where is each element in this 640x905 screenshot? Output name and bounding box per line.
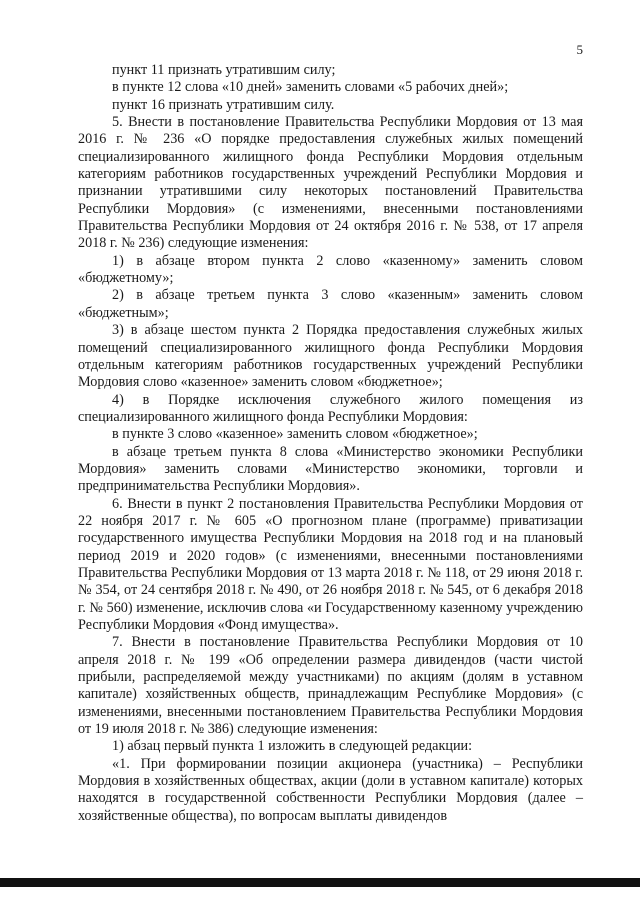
paragraph: 4) в Порядке исключения служебного жилого помещения из специализированного жилищного фонда Республики Мордовия: (78, 391, 583, 425)
paragraph: 6. Внести в пункт 2 постановления Правительства Республики Мордовия от 22 ноября 2017 г. № 605 «О прогнозном плане (программе) приватизации государственного имущества Республики Мордовия на 2018 год и на плановый период 2019 и 2020 годов» (с изменениями, внесенными постановлениями Правительства Республики Мордовия от 13 марта 2018 г. № 118, от 29 июня 2018 г. № 354, от 24 сентября 2018 г. № 490, от 26 ноября 2018 г. № 545, от 6 декабря 2018 г. № 560) изменение, исключив слова «и Государственному казенному учреждению Республики Мордовия «Фонд имущества». (78, 495, 583, 633)
paragraph: в абзаце третьем пункта 8 слова «Министерство экономики Республики Мордовия» заменить словами «Министерство экономики, торговли и предпринимательства Республики Мордовия». (78, 443, 583, 495)
paragraph: 3) в абзаце шестом пункта 2 Порядка предоставления служебных жилых помещений специализированного жилищного фонда Республики Мордовия отдельным категориям работников государственных учреждений Республики Мордовия слово «казенное» заменить словом «бюджетное»; (78, 322, 583, 391)
scan-edge-bar (0, 878, 640, 887)
page-number: 5 (576, 42, 583, 57)
paragraph: 2) в абзаце третьем пункта 3 слово «казенным» заменить словом «бюджетным»; (78, 287, 583, 321)
paragraph: в пункте 12 слова «10 дней» заменить словами «5 рабочих дней»; (112, 79, 509, 96)
paragraph: 1) абзац первый пункта 1 изложить в следующей редакции: (112, 738, 473, 755)
paragraph: пункт 11 признать утратившим силу; (112, 62, 336, 78)
paragraph: в пункте 3 слово «казенное» заменить словом «бюджетное»; (112, 426, 478, 443)
document-body (78, 62, 583, 825)
paragraph: 1) в абзаце втором пункта 2 слово «казенному» заменить словом «бюджетному»; (78, 252, 583, 287)
paragraph: 7. Внести в постановление Правительства Республики Мордовия от 10 апреля 2018 г. № 199 «Об определении размера дивидендов (части чистой прибыли, распределяемой между участниками) по акциям (долям в уставном капитале) хозяйственных обществ, принадлежащим Республике Мордовия» (с изменениями, внесенными постановлением Правительства Республики Мордовия от 19 июля 2018 г. № 386) следующие изменения: (78, 634, 583, 738)
paragraph: пункт 16 признать утратившим силу. (112, 96, 335, 113)
paragraph: 5. Внести в постановление Правительства Республики Мордовия от 13 мая 2016 г. № 236 «О порядке предоставления служебных жилых помещений специализированного жилищного фонда Республики Мордовия отдельным категориям работников государственных учреждений Республики Мордовия и признании утратившими силу некоторых постановлений Правительства Республики Мордовия» (с изменениями, внесенными постановлениями Правительства Республики Мордовия от 24 октября 2016 г. № 538, от 17 апреля 2018 г. № 236) следующие изменения: (78, 114, 583, 252)
paragraph: «1. При формировании позиции акционера (участника) – Республики Мордовия в хозяйственных обществах, акции (доли в уставном капитале) которых находятся в государственной собственности Республики Мордовия (далее – хозяйственные общества), по вопросам выплаты дивидендов (78, 755, 583, 824)
